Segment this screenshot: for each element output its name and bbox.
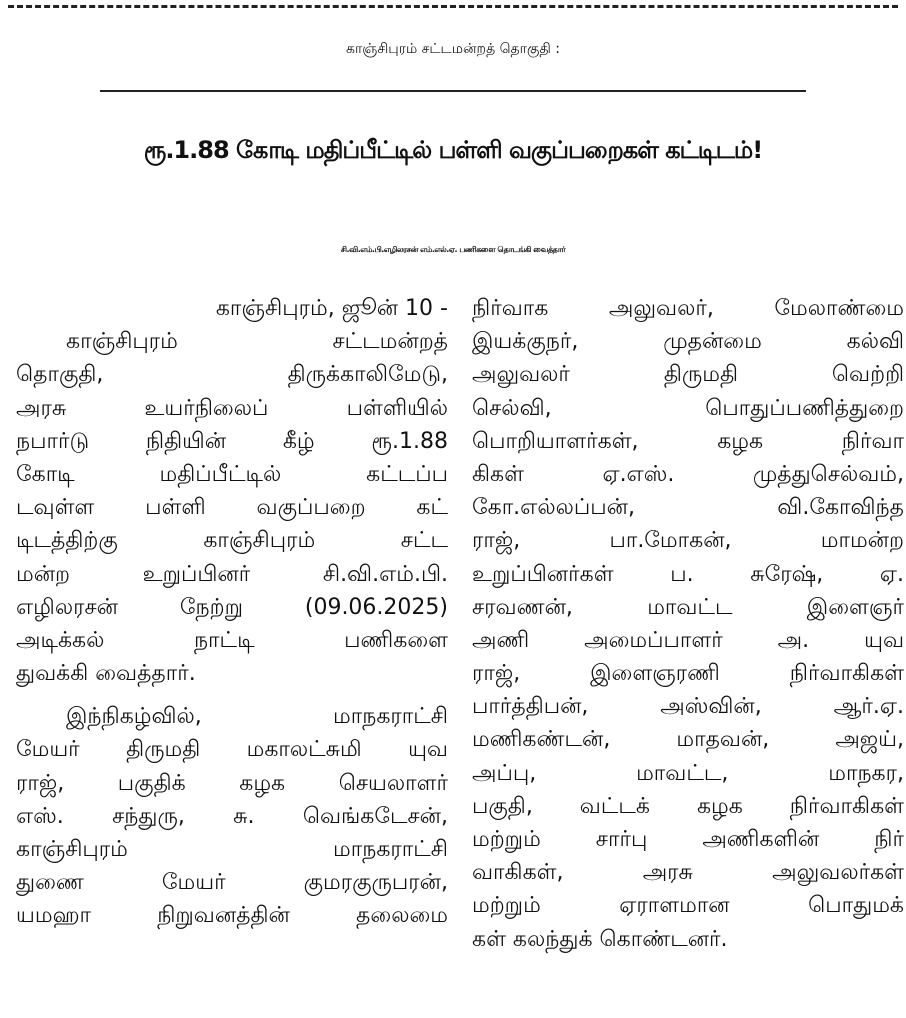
body-line: அணி அமைப்பாளர் அ. யுவ [472,627,904,653]
body-line: எஸ். சந்துரு, சு. வெங்கடேசன், [16,803,448,829]
kicker-heading: காஞ்சிபுரம் சட்டமன்றத் தொகுதி : [346,41,560,57]
body-line: மேயர் திருமதி மகாலட்சுமி யுவ [16,737,448,763]
body-line: மணிகண்டன், மாதவன், அஜய், [472,727,904,753]
body-line: செல்வி, பொதுப்பணித்துறை [472,395,904,421]
body-line: ராஜ், பகுதிக் கழக செயலாளர் [16,770,448,796]
top-dashed-border [8,5,898,8]
body-line: ராஜ், இளைஞரணி நிர்வாகிகள் [472,661,904,687]
body-line: காஞ்சிபுரம் மாநகராட்சி [16,837,448,862]
body-line: துணை மேயர் குமரகுருபரன், [16,870,448,896]
body-line: இயக்குநர், முதன்மை கல்வி [472,329,904,355]
body-line: பார்த்திபன், அஸ்வின், ஆர்.ஏ. [472,694,904,720]
body-line: அப்பு, மாவட்ட, மாநகர, [472,760,904,786]
body-line: தொகுதி, திருக்காலிமேடு, [16,362,448,388]
article-column-left [16,292,448,933]
body-line: சரவணன், மாவட்ட இளைஞர் [472,594,904,620]
body-line: கள் கலந்துக் கொண்டனர். [472,926,728,952]
body-line: அடிக்கல் நாட்டி பணிகளை [16,627,448,653]
body-line: கோடி மதிப்பீட்டில் கட்டப்ப [16,461,448,487]
body-line: பகுதி, வட்டக் கழக நிர்வாகிகள் [472,793,904,819]
body-line: டவுள்ள பள்ளி வகுப்பறை கட் [16,495,448,521]
body-line: டிடத்திற்கு காஞ்சிபுரம் சட்ட [16,528,448,554]
body-line: காஞ்சிபுரம் சட்டமன்றத் [66,329,448,355]
sub-headline: சி.வி.எம்.பி.எழிலரசன் எம்.எல்.ஏ. பணிகளை தொடங்கி வைத்தார் [340,245,566,254]
body-line: இந்நிகழ்வில், மாநகராட்சி [66,704,448,730]
body-line: நிர்வாக அலுவலர், மேலாண்மை [472,296,904,321]
body-line: மற்றும் சார்பு அணிகளின் நிர் [472,827,904,852]
body-line: மற்றும் ஏராளமான பொதுமக் [472,893,904,919]
article-column-right [472,292,904,956]
body-line: மன்ற உறுப்பினர் சி.வி.எம்.பி. [16,561,448,587]
body-line: நபார்டு நிதியின் கீழ் ரூ.1.88 [16,428,448,454]
body-line: அரசு உயர்நிலைப் பள்ளியில் [16,395,448,421]
body-line: எழிலரசன் நேற்று (09.06.2025) [16,594,448,620]
body-line: கிகள் ஏ.எஸ். முத்துசெல்வம், [472,461,904,487]
body-line: துவக்கி வைத்தார். [16,661,196,687]
body-line: யமஹா நிறுவனத்தின் தலைமை [16,903,448,929]
body-line: அலுவலர் திருமதி வெற்றி [472,362,904,388]
dateline: காஞ்சிபுரம், ஜூன் 10 - [215,296,448,321]
main-headline: ரூ.1.88 கோடி மதிப்பீட்டில் பள்ளி வகுப்பறைகள் கட்டிடம்! [143,136,763,164]
body-line: பொறியாளர்கள், கழக நிர்வா [472,428,904,454]
body-line: உறுப்பினர்கள் ப. சுரேஷ், ஏ. [472,561,904,587]
body-line: கோ.எல்லப்பன், வி.கோவிந்த [472,495,904,521]
body-line: வாகிகள், அரசு அலுவலர்கள் [472,860,904,886]
kicker-underline [100,90,806,92]
paragraph-gap [16,690,448,700]
body-line: ராஜ், பா.மோகன், மாமன்ற [472,528,904,554]
